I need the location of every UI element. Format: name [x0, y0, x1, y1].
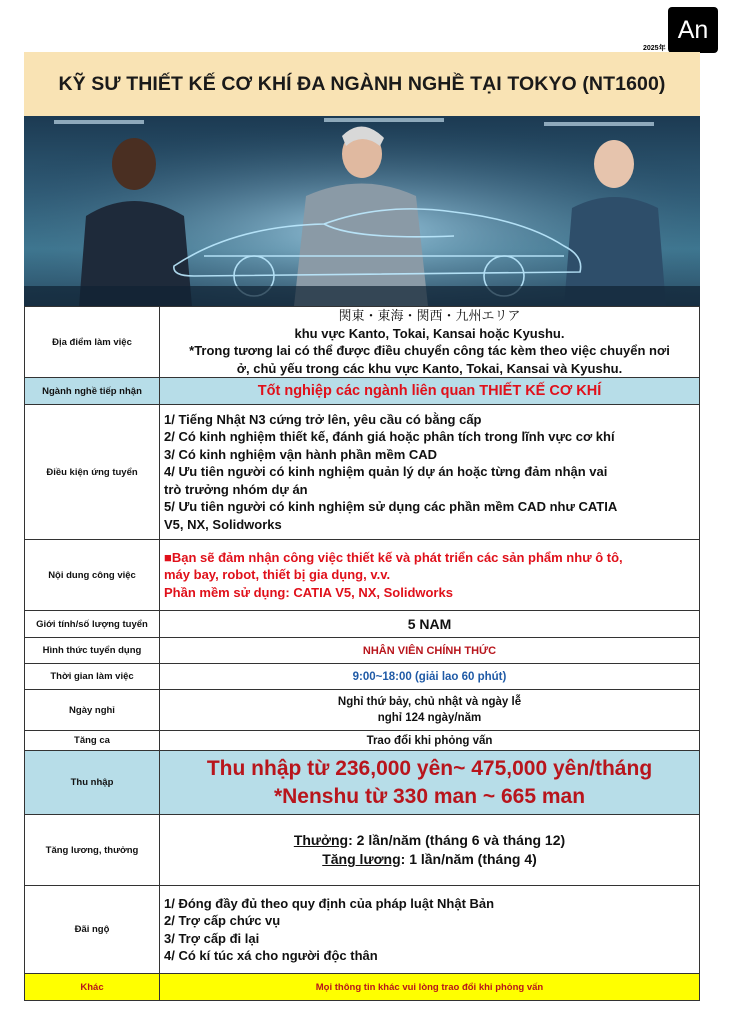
hero-image [24, 116, 700, 306]
income-label: Thu nhập [25, 751, 160, 815]
table-row [25, 307, 700, 378]
location-value: 関東・東海・関西・九州エリア khu vực Kanto, Tokai, Kansai hoặc Kyushu. *Trong tương lai có thể được điều chuyển công tác kèm theo việc chuyển nơi ở, chủ yếu trong các khu vực Kanto, Tokai, Kansai và Kyushu. [160, 307, 700, 378]
holidays-label: Ngày nghỉ [25, 690, 160, 731]
corner-badge: An [668, 7, 718, 53]
work-hours-value: 9:00~18:00 (giải lao 60 phút) [160, 664, 700, 690]
other-label: Khác [25, 974, 160, 1001]
table-row [25, 731, 700, 751]
raise-text: : 1 lần/năm (tháng 4) [400, 851, 537, 867]
table-row [25, 540, 700, 611]
major-value: Tốt nghiệp các ngành liên quan THIẾT KẾ CƠ KHÍ [160, 378, 700, 405]
income-value: Thu nhập từ 236,000 yên~ 475,000 yên/tháng *Nenshu từ 330 man ~ 665 man [160, 751, 700, 815]
page-title: KỸ SƯ THIẾT KẾ CƠ KHÍ ĐA NGÀNH NGHỀ TẠI TOKYO (NT1600) [24, 52, 700, 116]
employment-type-label: Hình thức tuyển dụng [25, 638, 160, 664]
job-content-label: Nội dung công việc [25, 540, 160, 611]
table-row [25, 886, 700, 974]
work-hours-label: Thời gian làm việc [25, 664, 160, 690]
year-tag: 2025年 [643, 45, 666, 52]
major-label: Ngành nghề tiếp nhận [25, 378, 160, 405]
requirements-label: Điều kiện ứng tuyển [25, 405, 160, 540]
requirements-value: 1/ Tiếng Nhật N3 cứng trở lên, yêu cầu có bằng cấp 2/ Có kinh nghiệm thiết kế, đánh giá hoặc phân tích trong lĩnh vực cơ khí 3/ Có kinh nghiệm vận hành phần mềm CAD 4/ Ưu tiên người có kinh nghiệm quản lý dự án hoặc từng đảm nhận vai trò trưởng nhóm dự án 5/ Ưu tiên người có kinh nghiệm sử dụng các phần mềm CAD như CATIA V5, NX, Solidworks [160, 405, 700, 540]
bonus-key: Thưởng [293, 832, 349, 848]
raise-bonus-value [160, 815, 700, 886]
other-value: Mọi thông tin khác vui lòng trao đổi khi phỏng vấn [160, 974, 700, 1001]
table-row [25, 974, 700, 1001]
table-row [25, 405, 700, 540]
holidays-value: Nghỉ thứ bảy, chủ nhật và ngày lễ nghỉ 124 ngày/năm [160, 690, 700, 731]
table-row [25, 815, 700, 886]
table-row [25, 664, 700, 690]
benefits-label: Đãi ngộ [25, 886, 160, 974]
gender-qty-label: Giới tính/số lượng tuyển [25, 611, 160, 638]
table-row [25, 611, 700, 638]
raise-key: Tăng lương [322, 851, 401, 867]
engineers-car-hologram-illustration [24, 116, 700, 306]
raise-bonus-label: Tăng lương, thưởng [25, 815, 160, 886]
gender-qty-value: 5 NAM [160, 611, 700, 638]
employment-type-value: NHÂN VIÊN CHÍNH THỨC [160, 638, 700, 664]
overtime-label: Tăng ca [25, 731, 160, 751]
table-row [25, 751, 700, 815]
table-row [25, 378, 700, 405]
table-row [25, 638, 700, 664]
bonus-text: : 2 lần/năm (tháng 6 và tháng 12) [348, 832, 566, 848]
location-label: Địa điểm làm việc [25, 307, 160, 378]
benefits-value: 1/ Đóng đầy đủ theo quy định của pháp luật Nhật Bản 2/ Trợ cấp chức vụ 3/ Trợ cấp đi lại 4/ Có kí túc xá cho người độc thân [160, 886, 700, 974]
overtime-value: Trao đổi khi phỏng vấn [160, 731, 700, 751]
table-row [25, 690, 700, 731]
job-content-value: ■Bạn sẽ đảm nhận công việc thiết kế và phát triển các sản phẩm như ô tô, máy bay, robot, thiết bị gia dụng, v.v. Phần mềm sử dụng: CATIA V5, NX, Solidworks [160, 540, 700, 611]
job-info-table [24, 306, 700, 1001]
